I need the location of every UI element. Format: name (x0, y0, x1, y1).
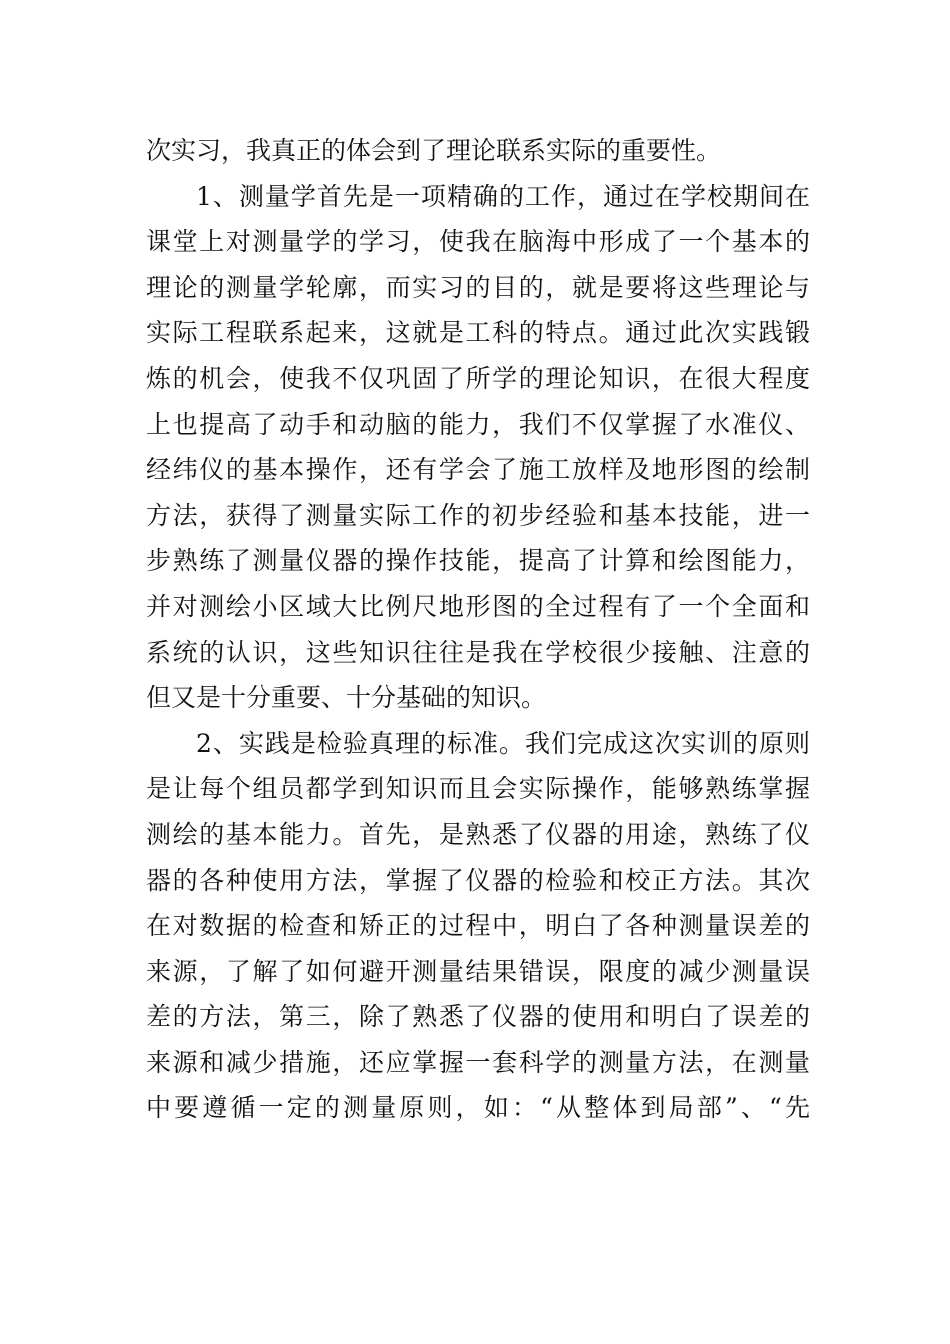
text-line: 方法，获得了测量实际工作的初步经验和基本技能，进一 (146, 500, 810, 530)
text-line: 经纬仪的基本操作，还有学会了施工放样及地形图的绘制 (146, 455, 810, 485)
text-line: 上也提高了动手和动脑的能力，我们不仅掌握了水准仪、 (146, 409, 810, 439)
text-line: 理论的测量学轮廓，而实习的目的，就是要将这些理论与 (146, 272, 810, 302)
text-line: 测绘的基本能力。首先，是熟悉了仪器的用途，熟练了仪 (146, 819, 810, 849)
text-line: 课堂上对测量学的学习，使我在脑海中形成了一个基本的 (146, 227, 810, 257)
text-line: 炼的机会，使我不仅巩固了所学的理论知识，在很大程度 (146, 363, 810, 393)
text-line: 在对数据的检查和矫正的过程中，明白了各种测量误差的 (146, 911, 810, 941)
text-line: 是让每个组员都学到知识而且会实际操作，能够熟练掌握 (146, 774, 810, 804)
text-line: 系统的认识，这些知识往往是我在学校很少接触、注意的 (146, 637, 810, 667)
text-line: 中要遵循一定的测量原则，如：“从整体到局部”、“先 (146, 1093, 810, 1123)
text-line: 并对测绘小区域大比例尺地形图的全过程有了一个全面和 (146, 591, 810, 621)
text-line: 来源，了解了如何避开测量结果错误，限度的减少测量误 (146, 956, 810, 986)
body-text (146, 128, 810, 1131)
text-line: 来源和减少措施，还应掌握一套科学的测量方法，在测量 (146, 1047, 810, 1077)
text-line: 差的方法，第三，除了熟悉了仪器的使用和明白了误差的 (146, 1002, 810, 1032)
text-line: 次实习，我真正的体会到了理论联系实际的重要性。 (146, 136, 722, 165)
text-line: 1、测量学首先是一项精确的工作，通过在学校期间在 (196, 181, 810, 211)
text-line: 2、实践是检验真理的标准。我们完成这次实训的原则 (196, 728, 810, 758)
text-line: 器的各种使用方法，掌握了仪器的检验和校正方法。其次 (146, 865, 810, 895)
text-line: 实际工程联系起来，这就是工科的特点。通过此次实践锻 (146, 318, 810, 348)
text-line: 但又是十分重要、十分基础的知识。 (146, 683, 547, 713)
text-line: 步熟练了测量仪器的操作技能，提高了计算和绘图能力， (146, 546, 810, 576)
